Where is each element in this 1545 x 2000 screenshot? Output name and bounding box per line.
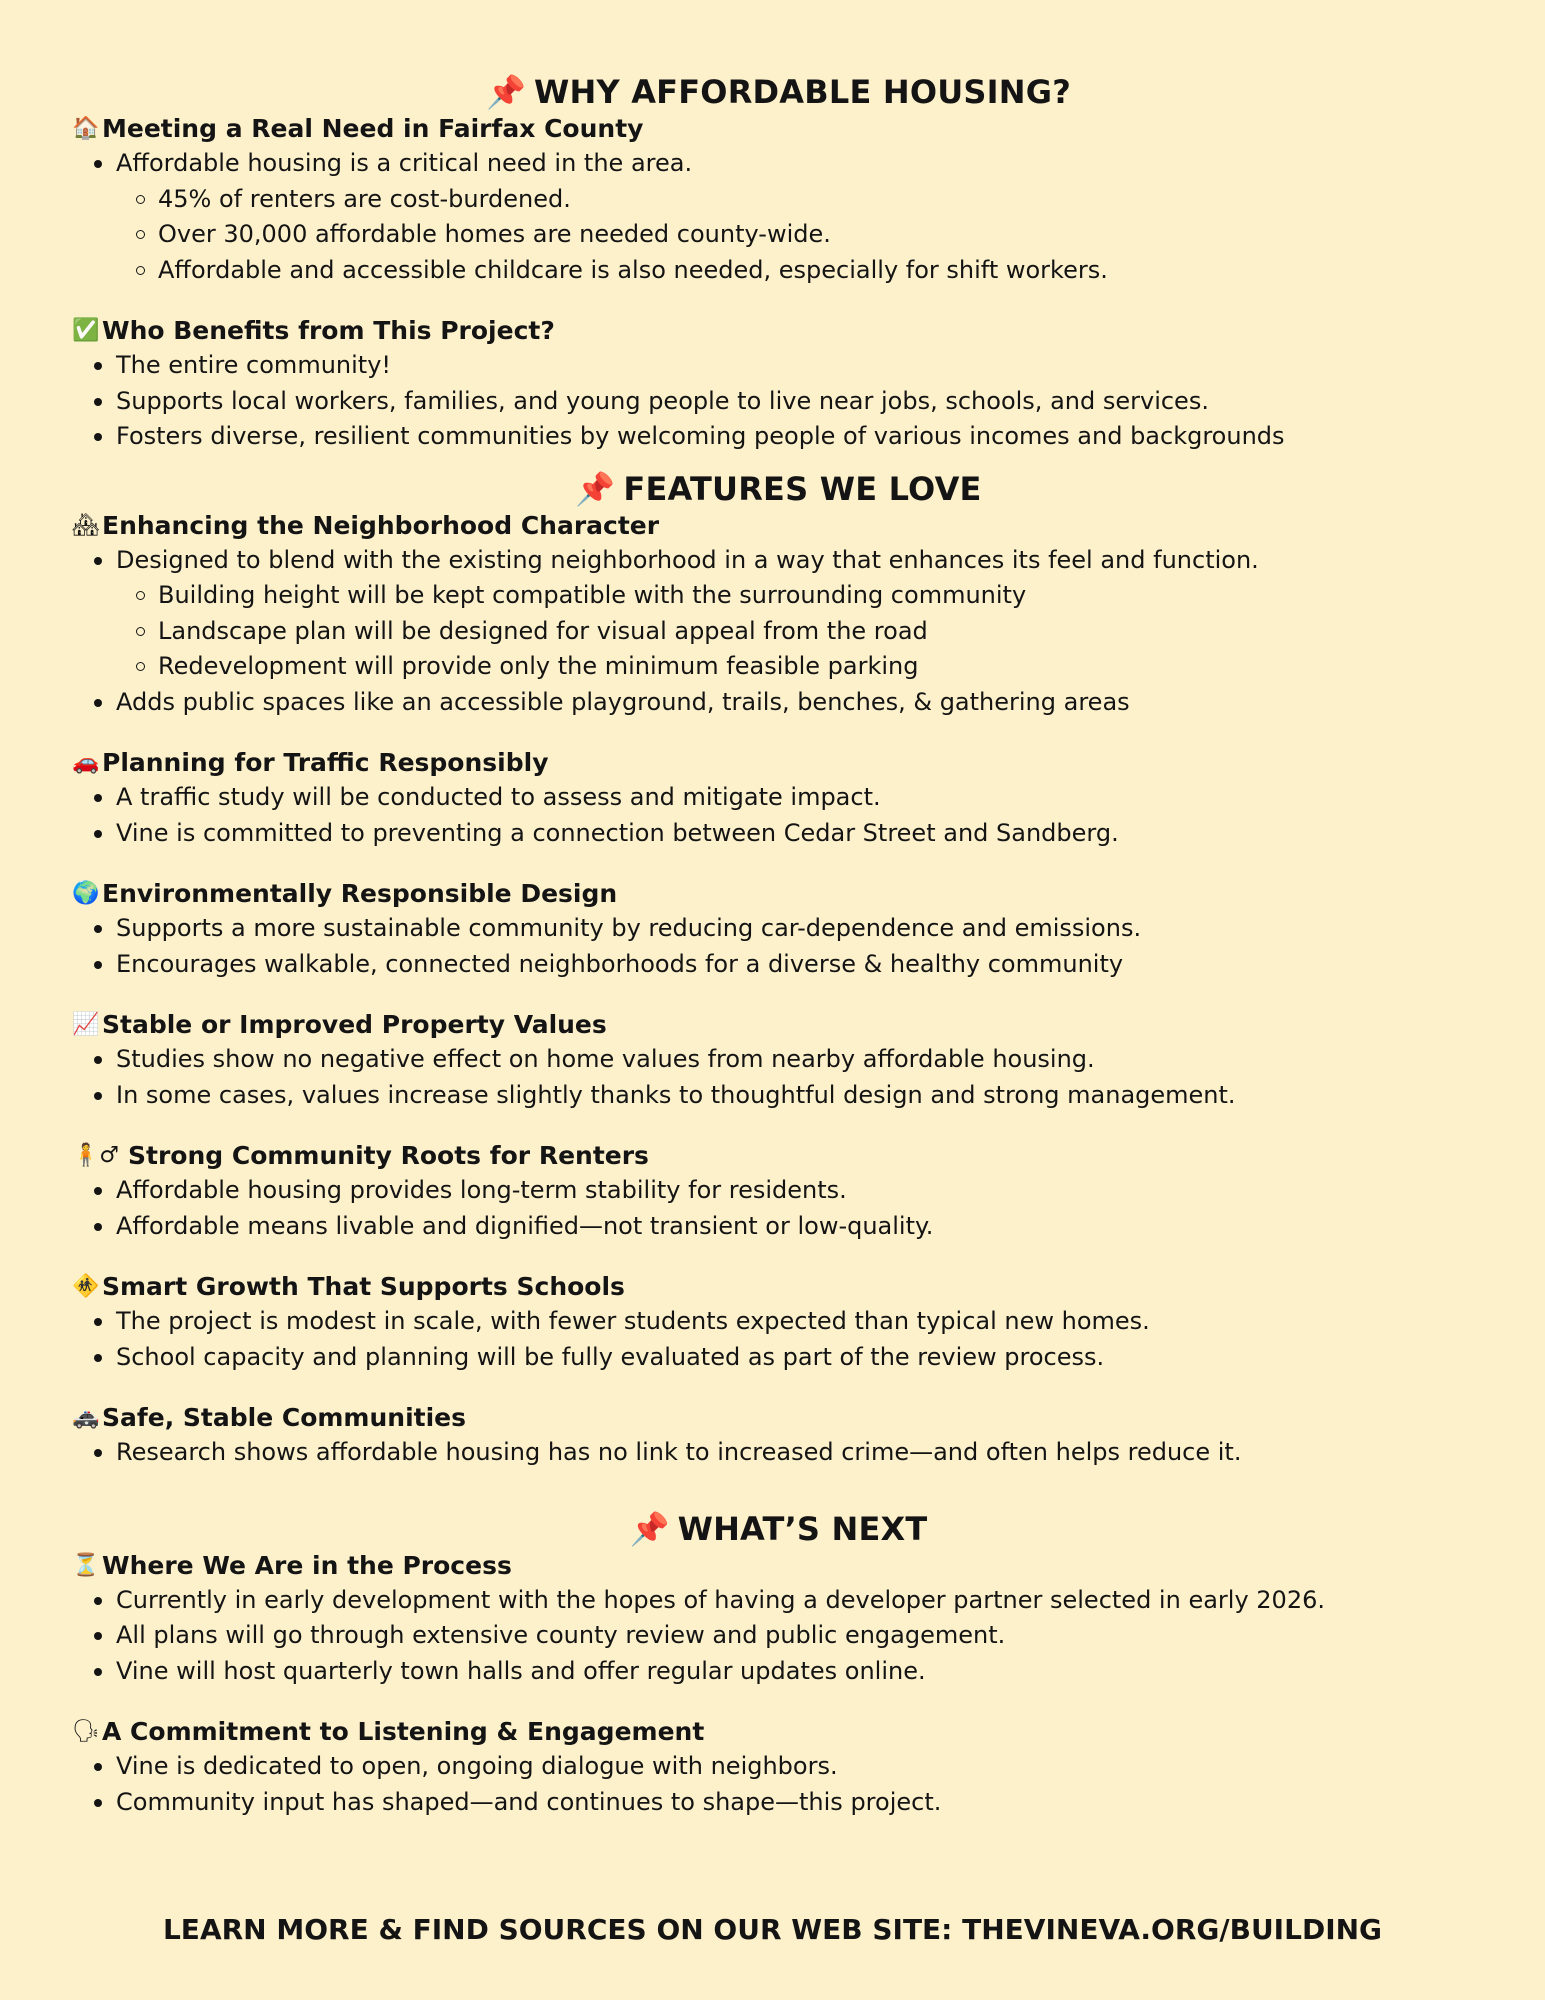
topic-heading: [72, 1549, 1485, 1583]
bullet-item: [92, 1654, 1485, 1690]
bullet-text: All plans will go through extensive county review and public engagement.: [116, 1621, 1006, 1649]
speaking-head-icon: 🗣: [72, 1719, 100, 1744]
topic-block: [72, 1401, 1485, 1471]
topic-heading-text: Planning for Traffic Responsibly: [102, 748, 549, 777]
topic-heading-text: Who Benefits from This Project?: [102, 316, 555, 345]
bullet-text: Affordable housing is a critical need in the area.: [116, 149, 693, 177]
bullet-list: [72, 1435, 1485, 1471]
bullet-item: [92, 348, 1485, 384]
section-title-text: FEATURES WE LOVE: [623, 469, 982, 508]
bullet-list: [72, 1304, 1485, 1375]
bullet-item: [92, 1304, 1485, 1340]
bullet-text: School capacity and planning will be fully evaluated as part of the review process.: [116, 1342, 1105, 1371]
pushpin-icon: 📌: [485, 73, 527, 111]
topic-block: [72, 1008, 1485, 1113]
bullet-item: [92, 1078, 1485, 1114]
check-mark-icon: ✅: [72, 318, 100, 343]
bullet-text: Encourages walkable, connected neighborhoods for a diverse & healthy community: [116, 949, 1124, 978]
bullet-list: [72, 1042, 1485, 1113]
bullet-text: Adds public spaces like an accessible playground, trails, benches, & gathering areas: [116, 687, 1130, 716]
bullet-list: [72, 1749, 1485, 1820]
pushpin-icon: 📌: [575, 469, 616, 508]
bullet-list: [72, 348, 1485, 455]
bullet-item: [92, 384, 1485, 420]
sub-bullet-item: 45% of renters are cost-burdened.: [134, 182, 1485, 218]
bullet-text: Supports local workers, families, and young people to live near jobs, schools, and services.: [116, 386, 1209, 415]
bullet-text: Community input has shaped—and continues to shape—this project.: [116, 1787, 942, 1816]
sub-bullet-item: Redevelopment will provide only the minimum feasible parking: [134, 649, 1485, 685]
topic-heading: [72, 509, 1485, 543]
section-title-text: WHAT’S NEXT: [677, 1509, 928, 1548]
bullet-item: [92, 911, 1485, 947]
bullet-list: [72, 543, 1485, 721]
bullet-item: [92, 1435, 1485, 1471]
bullet-text: Research shows affordable housing has no link to increased crime—and often helps reduce it.: [116, 1438, 1242, 1466]
bullet-item: [92, 780, 1485, 816]
police-car-icon: 🚓: [72, 1405, 100, 1430]
topic-heading: [72, 1715, 1485, 1749]
topic-heading-text: Smart Growth That Supports Schools: [102, 1272, 625, 1301]
topic-heading: [72, 1139, 1485, 1173]
topic-heading-text: Meeting a Real Need in Fairfax County: [102, 114, 644, 143]
bullet-text: A traffic study will be conducted to assess and mitigate impact.: [116, 783, 881, 811]
bullet-item: [92, 1209, 1485, 1245]
topic-heading-text: Environmentally Responsible Design: [102, 879, 618, 908]
sub-bullet-item: Over 30,000 affordable homes are needed county-wide.: [134, 217, 1485, 253]
bullet-item: [92, 146, 1485, 288]
hourglass-icon: ⏳: [72, 1552, 100, 1578]
topic-block: [72, 1139, 1485, 1244]
bullet-text: Affordable means livable and dignified—not transient or low-quality.: [116, 1211, 934, 1240]
houses-icon: 🏘: [72, 512, 100, 538]
bullet-item: [92, 1042, 1485, 1078]
bullet-text: Supports a more sustainable community by reducing car-dependence and emissions.: [116, 914, 1142, 942]
bullet-text: In some cases, values increase slightly thanks to thoughtful design and strong management.: [116, 1080, 1236, 1109]
topic-heading: [72, 1270, 1485, 1304]
section-title: [72, 1509, 1485, 1549]
sub-bullet-item: Landscape plan will be designed for visual appeal from the road: [134, 614, 1485, 650]
school-crossing-icon: 🚸: [72, 1274, 100, 1299]
bullet-text: Fosters diverse, resilient communities by welcoming people of various incomes and backgrounds: [116, 422, 1285, 450]
bullet-text: Currently in early development with the hopes of having a developer partner selected in early 2026.: [116, 1585, 1325, 1614]
bullet-text: Vine is dedicated to open, ongoing dialogue with neighbors.: [116, 1752, 838, 1780]
bullet-item: [92, 1785, 1485, 1821]
topic-block: [72, 1715, 1485, 1820]
bullet-list: [72, 146, 1485, 288]
topic-heading: [72, 877, 1485, 911]
pushpin-icon: 📌: [629, 1509, 670, 1548]
bullet-item: [92, 1340, 1485, 1376]
house-icon: 🏠: [72, 116, 100, 141]
topic-heading-text: Strong Community Roots for Renters: [128, 1141, 649, 1170]
topic-heading: [72, 1008, 1485, 1042]
bullet-item: [92, 419, 1485, 455]
topic-block: [72, 509, 1485, 721]
bullet-text: Studies show no negative effect on home values from nearby affordable housing.: [116, 1045, 1095, 1073]
bullet-item: [92, 816, 1485, 852]
topic-heading-text: Stable or Improved Property Values: [102, 1010, 607, 1039]
bullet-text: The project is modest in scale, with fewer students expected than typical new homes.: [116, 1307, 1150, 1335]
topic-block: [72, 877, 1485, 982]
chart-increasing-icon: 📈: [72, 1012, 100, 1037]
topic-heading-text: Enhancing the Neighborhood Character: [102, 510, 660, 540]
bullet-item: [92, 1583, 1485, 1619]
section-title-text: WHY AFFORDABLE HOUSING?: [534, 73, 1071, 111]
topic-heading: [72, 314, 1485, 348]
topic-heading: [72, 112, 1485, 146]
section-title: [72, 469, 1485, 509]
bullet-item: [92, 1173, 1485, 1209]
sub-bullet-list: [116, 182, 1485, 289]
bullet-item: [92, 685, 1485, 721]
bullet-item: [92, 947, 1485, 983]
bullet-text: Designed to blend with the existing neighborhood in a way that enhances its feel and function.: [116, 545, 1259, 574]
topic-heading-text: A Commitment to Listening & Engagement: [102, 1717, 705, 1746]
bullet-text: Vine is committed to preventing a connection between Cedar Street and Sandberg.: [116, 818, 1119, 847]
globe-icon: 🌍: [72, 881, 100, 906]
bullet-item: [92, 543, 1485, 685]
sub-bullet-list: [116, 578, 1485, 685]
topic-block: [72, 1549, 1485, 1690]
bullet-text: The entire community!: [116, 351, 392, 379]
flyer-content: [72, 72, 1485, 1820]
topic-block: [72, 746, 1485, 851]
sub-bullet-item: Affordable and accessible childcare is also needed, especially for shift workers.: [134, 253, 1485, 289]
topic-block: [72, 314, 1485, 455]
topic-block: [72, 112, 1485, 288]
footer-website-note: LEARN MORE & FIND SOURCES ON OUR WEB SITE: THEVINEVA.ORG/BUILDING: [162, 1913, 1383, 1946]
section-title: [72, 72, 1485, 112]
bullet-list: [72, 780, 1485, 851]
bullet-list: [72, 1173, 1485, 1244]
bullet-list: [72, 911, 1485, 982]
topic-block: [72, 1270, 1485, 1375]
person-standing-icon: 🧍♂: [72, 1143, 120, 1168]
bullet-text: Affordable housing provides long-term stability for residents.: [116, 1176, 847, 1204]
bullet-item: [92, 1749, 1485, 1785]
topic-heading: [72, 1401, 1485, 1435]
bullet-item: [92, 1618, 1485, 1654]
bullet-text: Vine will host quarterly town halls and offer regular updates online.: [116, 1656, 926, 1685]
topic-heading: [72, 746, 1485, 780]
bullet-list: [72, 1583, 1485, 1690]
topic-heading-text: Where We Are in the Process: [102, 1550, 512, 1580]
car-icon: 🚗: [72, 750, 100, 775]
sub-bullet-item: Building height will be kept compatible with the surrounding community: [134, 578, 1485, 614]
topic-heading-text: Safe, Stable Communities: [102, 1403, 467, 1432]
